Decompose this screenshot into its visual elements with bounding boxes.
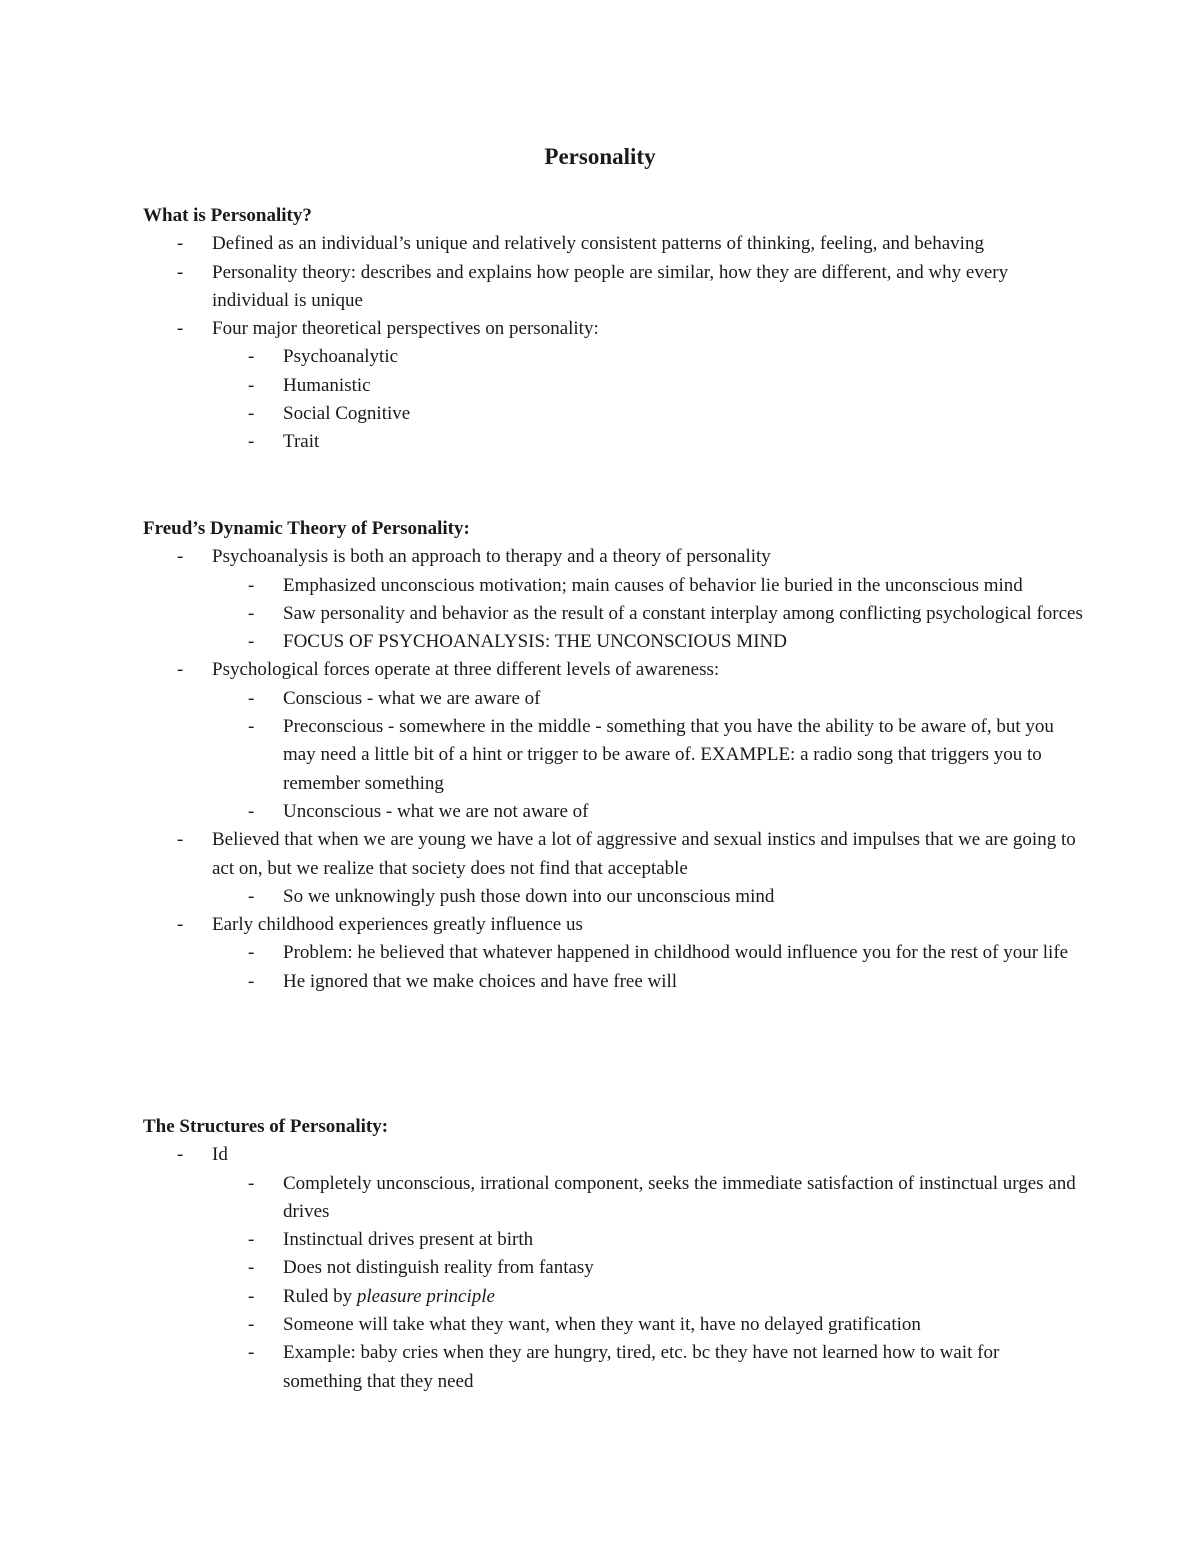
- dash-bullet: -: [248, 1342, 255, 1364]
- sub-list-item: [143, 600, 1083, 628]
- sub-list-item-text: Instinctual drives present at birth: [283, 1229, 534, 1251]
- section-heading: What is Personality?: [143, 205, 312, 226]
- sub-list-item: [143, 883, 1083, 911]
- list-item-text: Four major theoretical perspectives on personality:: [212, 318, 599, 340]
- sub-list-item: [143, 428, 1083, 456]
- sub-list-item: [143, 1339, 1083, 1396]
- sub-list-item-text: Does not distinguish reality from fantasy: [283, 1257, 594, 1279]
- dash-bullet: -: [248, 885, 255, 907]
- sub-list: [143, 685, 1083, 826]
- sub-list-item: [143, 1311, 1083, 1339]
- sub-list-item: [143, 685, 1083, 713]
- sub-list-item: [143, 1254, 1083, 1282]
- dash-bullet: -: [248, 1229, 255, 1251]
- list-item-text: Believed that when we are young we have a lot of aggressive and sexual instics and impulses that we are going to act on, but we realize that society does not find that acceptable: [212, 829, 1076, 879]
- sub-list: [143, 572, 1083, 657]
- section-freud-dynamic-theory: [143, 515, 1083, 996]
- section-heading: The Structures of Personality:: [143, 1116, 389, 1137]
- dash-bullet: -: [248, 1257, 255, 1279]
- list-item-text: Personality theory: describes and explains how people are similar, how they are different, and why every individual is unique: [212, 261, 1009, 311]
- sub-list-item: [143, 343, 1083, 371]
- sub-list-item: [143, 968, 1083, 996]
- section-structures-of-personality: [143, 1113, 1083, 1396]
- sub-list: [143, 939, 1083, 996]
- sub-list-item-text: Psychoanalytic: [283, 346, 399, 368]
- sub-list-item-text: Ruled by: [283, 1285, 353, 1307]
- dash-bullet: -: [248, 574, 255, 596]
- dash-bullet: -: [248, 431, 255, 453]
- dash-bullet: -: [248, 1314, 255, 1336]
- list-item-text: Id: [212, 1144, 228, 1166]
- sub-list-item: [143, 1283, 1083, 1311]
- sub-list-item: [143, 628, 1083, 656]
- dash-bullet: -: [248, 942, 255, 964]
- sub-list-item-text: Completely unconscious, irrational component, seeks the immediate satisfaction of instinctual urges and drives: [283, 1172, 1076, 1222]
- sub-list-item: [143, 713, 1083, 798]
- bullet-list: [143, 230, 1083, 456]
- dash-bullet: -: [177, 1144, 184, 1166]
- list-item: [143, 230, 1083, 258]
- italic-term: pleasure principle: [356, 1285, 495, 1307]
- bullet-list: [143, 543, 1083, 996]
- sub-list-item-text: Problem: he believed that whatever happened in childhood would influence you for the rest of your life: [283, 942, 1069, 964]
- page-title: Personality: [544, 144, 656, 169]
- dash-bullet: -: [248, 403, 255, 425]
- dash-bullet: -: [248, 631, 255, 653]
- dash-bullet: -: [177, 318, 184, 340]
- sub-list-item-text: Someone will take what they want, when they want it, have no delayed gratification: [283, 1314, 921, 1336]
- sub-list: [143, 1170, 1083, 1396]
- sub-list-item: [143, 1170, 1083, 1227]
- sub-list-item-text: FOCUS OF PSYCHOANALYSIS: THE UNCONSCIOUS MIND: [283, 631, 787, 653]
- list-item: [143, 911, 1083, 996]
- sub-list-item-text: Unconscious - what we are not aware of: [283, 800, 589, 822]
- sub-list-item-text: Conscious - what we are aware of: [283, 687, 541, 709]
- dash-bullet: -: [248, 716, 255, 738]
- dash-bullet: -: [248, 1172, 255, 1194]
- dash-bullet: -: [177, 233, 184, 255]
- sub-list-item: [143, 572, 1083, 600]
- sub-list-item-text: Social Cognitive: [283, 403, 411, 425]
- sub-list-item-text: Example: baby cries when they are hungry, tired, etc. bc they have not learned how to wait for something that they need: [283, 1342, 1000, 1392]
- sub-list-item-text: So we unknowingly push those down into our unconscious mind: [283, 885, 775, 907]
- sub-list: [143, 343, 1083, 456]
- dash-bullet: -: [248, 1285, 255, 1307]
- list-item: [143, 543, 1083, 656]
- list-item: [143, 656, 1083, 826]
- sub-list: [143, 883, 1083, 911]
- dash-bullet: -: [177, 261, 184, 283]
- sub-list-item: [143, 372, 1083, 400]
- sub-list-item: [143, 1226, 1083, 1254]
- dash-bullet: -: [248, 970, 255, 992]
- dash-bullet: -: [177, 659, 184, 681]
- bullet-list: [143, 1141, 1083, 1396]
- section-what-is-personality: [143, 202, 1083, 457]
- list-item: [143, 259, 1083, 316]
- sub-list-item: [143, 400, 1083, 428]
- sub-list-item-text: He ignored that we make choices and have free will: [283, 970, 678, 992]
- list-item-text: Psychoanalysis is both an approach to therapy and a theory of personality: [212, 546, 771, 568]
- dash-bullet: -: [177, 546, 184, 568]
- list-item: [143, 1141, 1083, 1396]
- sub-list-item-text: Emphasized unconscious motivation; main causes of behavior lie buried in the unconscious mind: [283, 574, 1023, 596]
- dash-bullet: -: [248, 687, 255, 709]
- dash-bullet: -: [177, 914, 184, 936]
- sub-list-item-text: Preconscious - somewhere in the middle - something that you have the ability to be aware of, but you may need a little bit of a hint or trigger to be aware of. EXAMPLE: a radio song that triggers you to remember something: [283, 716, 1054, 794]
- sub-list-item-text: Saw personality and behavior as the result of a constant interplay among conflicting psychological forces: [283, 602, 1083, 624]
- list-item-text: Defined as an individual’s unique and relatively consistent patterns of thinking, feeling, and behaving: [212, 233, 984, 255]
- dash-bullet: -: [177, 829, 184, 851]
- dash-bullet: -: [248, 374, 255, 396]
- list-item: [143, 826, 1083, 911]
- list-item: [143, 315, 1083, 456]
- list-item-text: Early childhood experiences greatly influence us: [212, 914, 583, 936]
- dash-bullet: -: [248, 346, 255, 368]
- sub-list-item-text: Trait: [283, 431, 320, 453]
- sub-list-item: [143, 939, 1083, 967]
- dash-bullet: -: [248, 602, 255, 624]
- dash-bullet: -: [248, 800, 255, 822]
- section-heading: Freud’s Dynamic Theory of Personality:: [143, 518, 470, 539]
- sub-list-item-text: Humanistic: [283, 374, 371, 396]
- sub-list-item: [143, 798, 1083, 826]
- list-item-text: Psychological forces operate at three different levels of awareness:: [212, 659, 720, 681]
